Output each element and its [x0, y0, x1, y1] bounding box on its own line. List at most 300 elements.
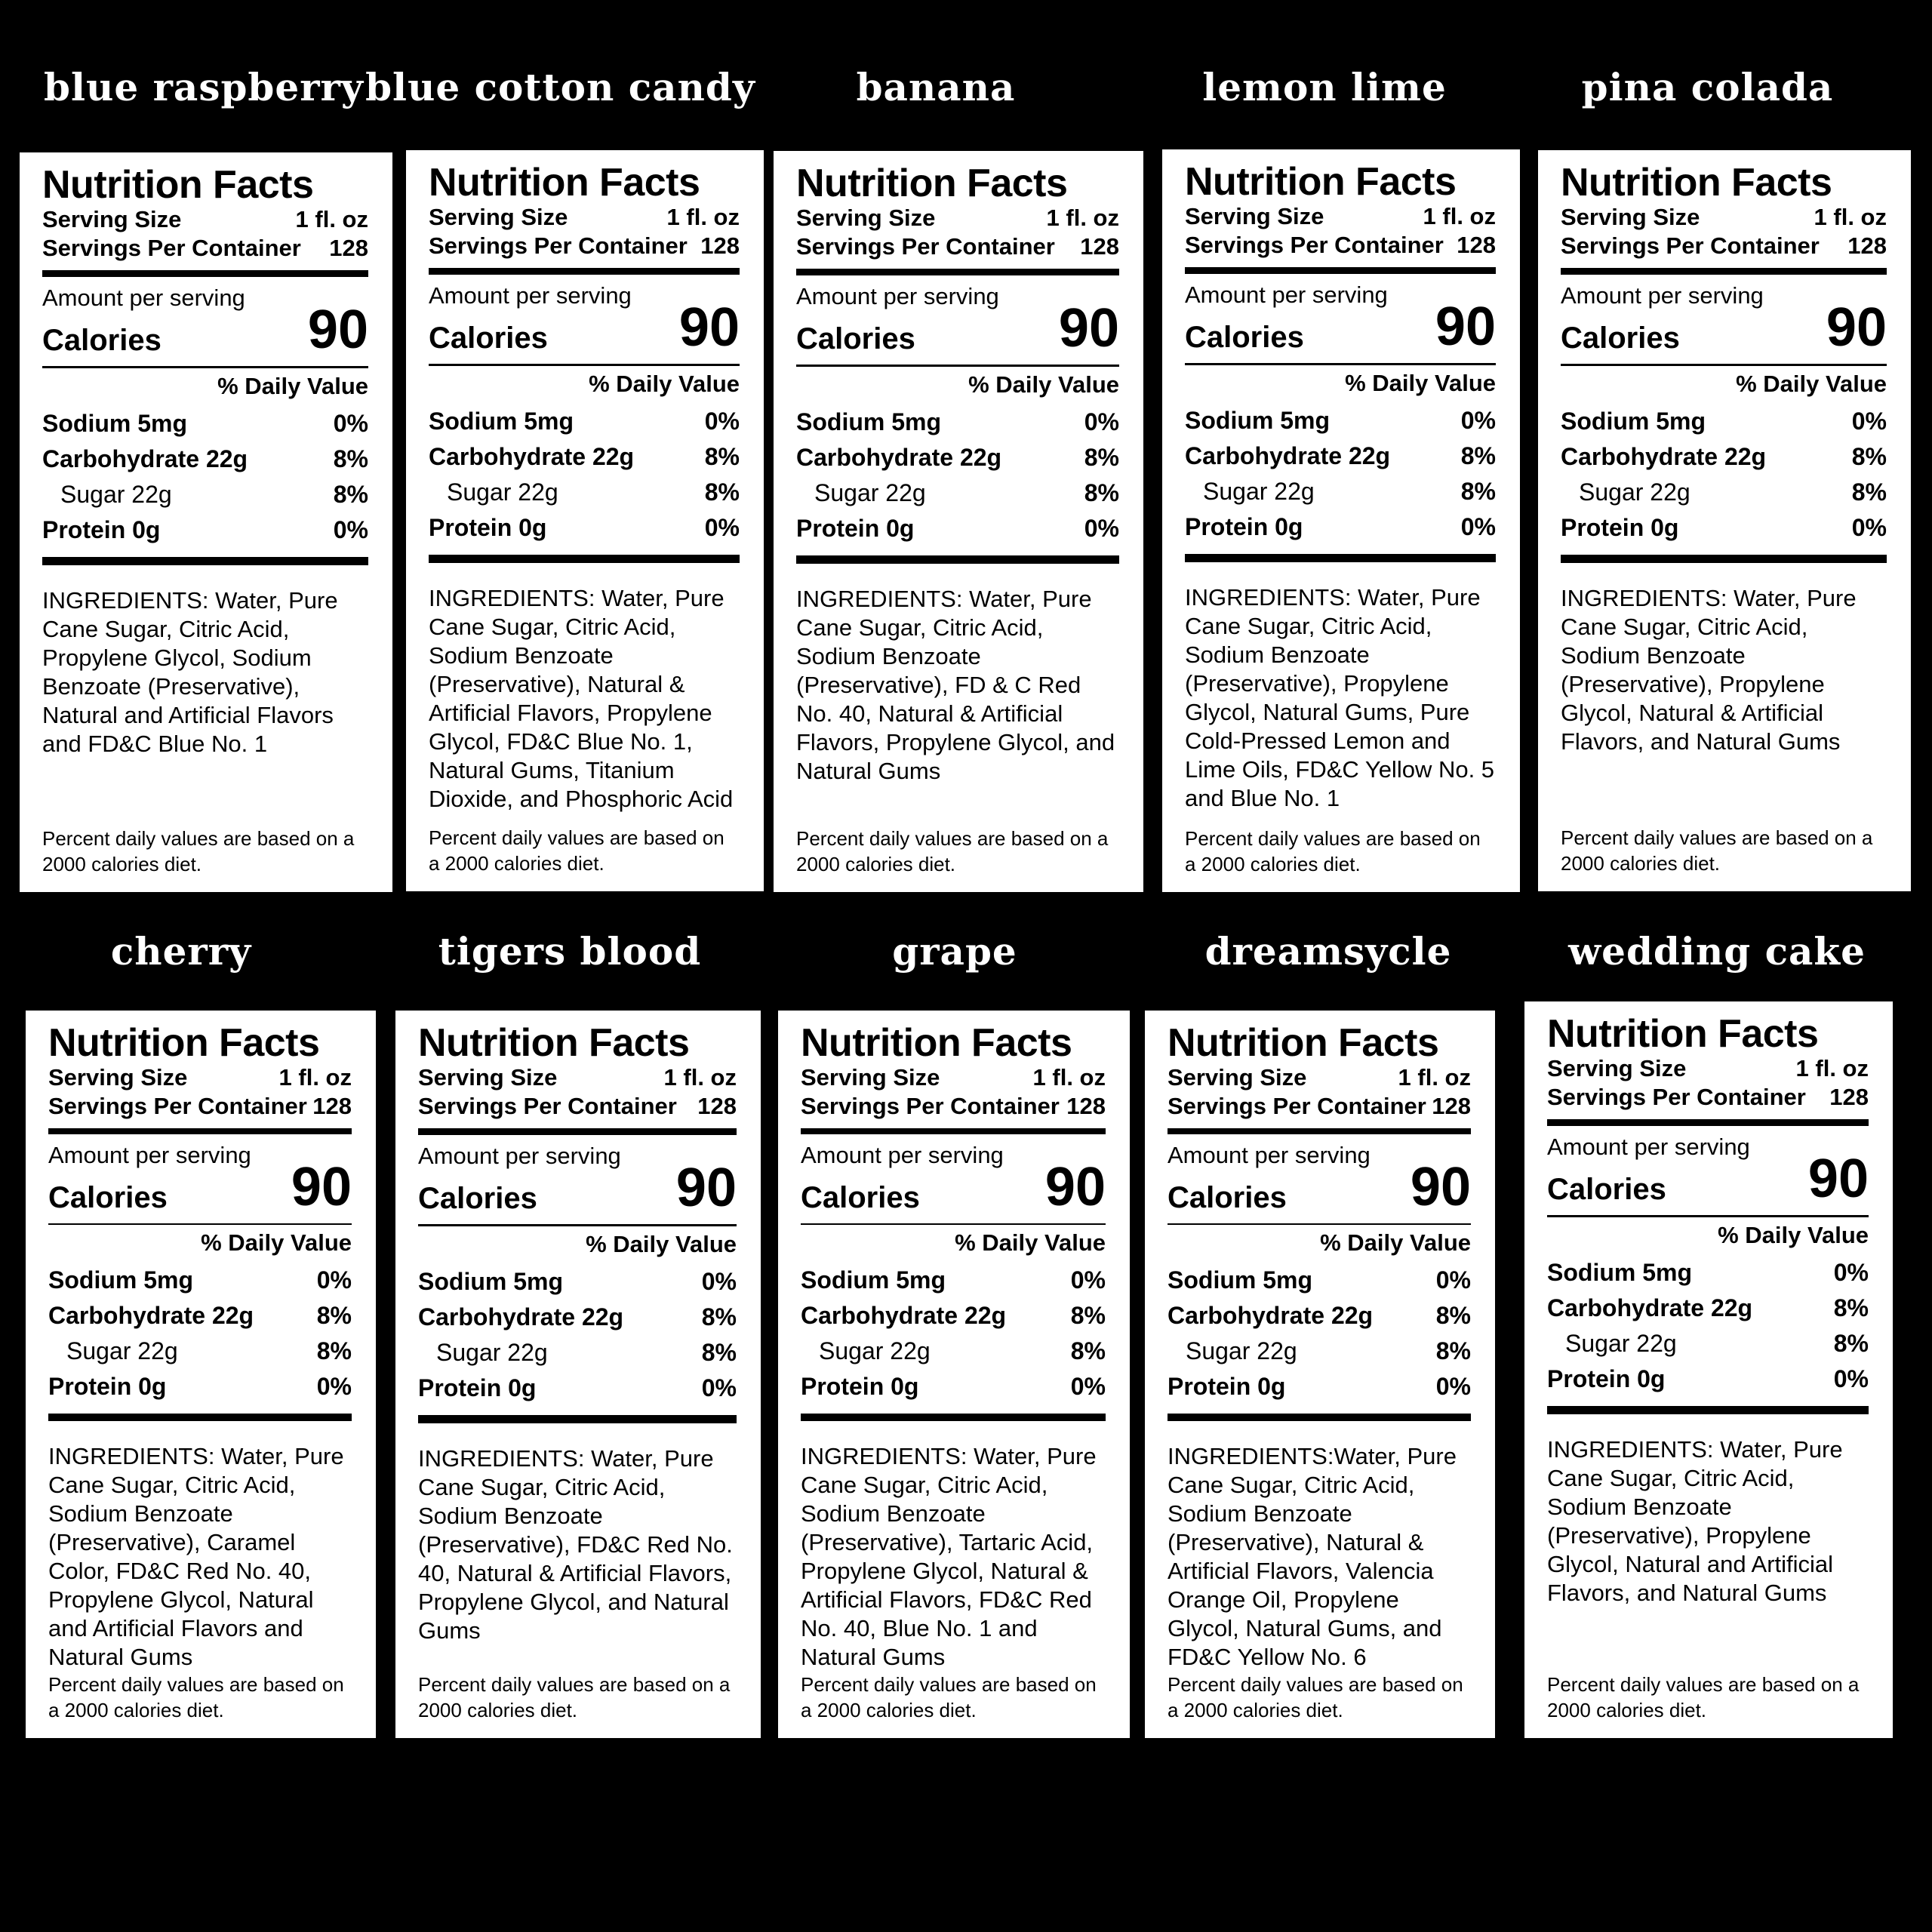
nutrient-percent: 8%: [1833, 1330, 1869, 1357]
servings-per-container-value: 128: [700, 232, 740, 259]
nutrient-name: Sugar 22g: [60, 481, 172, 508]
ingredients-text: INGREDIENTS:Water, Pure Cane Sugar, Citric Acid, Sodium Benzoate (Preservative), Natural & Artificial Flavors, Valencia Orange Oil, Propylene Glycol, Natural Gums, and FD&C Yellow No. 6: [1168, 1443, 1457, 1670]
nutrient-name: Protein 0g: [429, 514, 547, 541]
nutrient-percent: 0%: [1460, 513, 1496, 540]
nutrient-row-carbohydrate: [1561, 439, 1887, 475]
serving-size-label: Serving Size: [1561, 204, 1700, 230]
nutrient-row-sugar: [1168, 1334, 1471, 1369]
nutrient-percent: 8%: [316, 1337, 352, 1365]
flavor-name: wedding cake: [1568, 928, 1866, 974]
nutrient-row-carbohydrate: [1547, 1291, 1869, 1326]
servings-per-container-row: [1561, 232, 1887, 260]
calories-value: 90: [1435, 297, 1496, 357]
daily-values-footnote: Percent daily values are based on a 2000 calories diet.: [796, 827, 1109, 875]
amount-per-serving: Amount per serving: [1547, 1134, 1750, 1160]
nutrient-name: Protein 0g: [418, 1374, 537, 1401]
nutrient-name: Carbohydrate 22g: [1561, 443, 1767, 470]
serving-size-label: Serving Size: [1185, 203, 1324, 229]
serving-size-value: 1 fl. oz: [1795, 1055, 1869, 1081]
flavor-name: lemon lime: [1202, 64, 1447, 109]
divider-bottom: [418, 1415, 737, 1423]
divider-thick: [1168, 1128, 1471, 1134]
servings-per-container-value: 128: [312, 1093, 352, 1119]
nutrient-percent: 0%: [1833, 1259, 1869, 1286]
nutrient-name: Sodium 5mg: [796, 408, 942, 435]
nutrient-name: Sugar 22g: [447, 478, 558, 506]
nutrient-row-sodium: [801, 1263, 1106, 1298]
daily-value-header: % Daily Value: [1345, 370, 1496, 396]
calories-value: 90: [291, 1156, 352, 1217]
flavor-name: tigers blood: [438, 928, 702, 974]
nutrient-row-protein: [1168, 1369, 1471, 1404]
calories-row: [429, 297, 740, 358]
servings-per-container-row: [801, 1092, 1106, 1121]
serving-size-value: 1 fl. oz: [295, 206, 368, 232]
nutrient-name: Sodium 5mg: [801, 1266, 946, 1294]
nutrition-label: [395, 1011, 761, 1738]
nutrient-row-carbohydrate: [418, 1300, 737, 1335]
calories-value: 90: [675, 1158, 737, 1218]
nutrient-name: Sodium 5mg: [42, 410, 188, 437]
servings-per-container-value: 128: [329, 235, 368, 261]
servings-per-container-row: [1185, 231, 1496, 260]
flavor-panel: [1547, 921, 1887, 981]
nutrient-name: Sodium 5mg: [1168, 1266, 1313, 1294]
servings-per-container-row: [429, 232, 740, 260]
nutrient-row-protein: [42, 512, 368, 548]
calories-row: [1168, 1156, 1471, 1217]
nutrient-percent: 8%: [1460, 478, 1496, 505]
ingredients-text: INGREDIENTS: Water, Pure Cane Sugar, Citric Acid, Sodium Benzoate (Preservative), Propylene Glycol, Natural Gums, Pure Cold-Pressed Lemon and Lime Oils, FD&C Yellow No. 5 and Blue No. 1: [1185, 584, 1495, 811]
nutrient-name: Sugar 22g: [819, 1337, 931, 1365]
servings-per-container-label: Servings Per Container: [796, 233, 1055, 260]
serving-size-value: 1 fl. oz: [1032, 1064, 1106, 1091]
flavor-name: blue cotton candy: [365, 64, 755, 109]
calories-label: Calories: [418, 1182, 537, 1215]
nutrient-percent: 0%: [1833, 1365, 1869, 1392]
ingredients-text: INGREDIENTS: Water, Pure Cane Sugar, Citric Acid, Sodium Benzoate (Preservative), Caramel Color, FD&C Red No. 40, Propylene Glycol, Natural and Artificial Flavors and Natural Gums: [48, 1443, 344, 1670]
nutrition-facts-title: Nutrition Facts: [42, 163, 314, 207]
divider-bottom: [42, 557, 368, 565]
daily-value-header: % Daily Value: [586, 1231, 737, 1257]
daily-value-header: % Daily Value: [217, 373, 368, 399]
divider-thick: [1561, 268, 1887, 275]
serving-size-value: 1 fl. oz: [1046, 205, 1119, 231]
nutrient-name: Protein 0g: [42, 516, 161, 543]
calories-row: [42, 300, 368, 360]
nutrient-percent: 0%: [1070, 1373, 1106, 1401]
servings-per-container-label: Servings Per Container: [1547, 1084, 1806, 1110]
amount-per-serving: Amount per serving: [801, 1141, 1004, 1168]
flavor-panel: [762, 57, 1109, 117]
nutrient-percent: 8%: [704, 443, 740, 470]
serving-size-row: [1547, 1054, 1869, 1083]
serving-size-row: [801, 1063, 1106, 1092]
servings-per-container-label: Servings Per Container: [1561, 232, 1820, 259]
divider-thin: [1168, 1223, 1471, 1226]
daily-values-footnote: Percent daily values are based on a 2000 calories diet.: [42, 827, 355, 875]
nutrient-percent: 8%: [1084, 444, 1119, 471]
servings-per-container-label: Servings Per Container: [801, 1093, 1060, 1119]
nutrition-facts-title: Nutrition Facts: [429, 161, 700, 205]
divider-thin: [418, 1224, 737, 1226]
nutrition-facts-title: Nutrition Facts: [1185, 160, 1457, 204]
nutrient-percent: 0%: [1435, 1266, 1471, 1294]
divider-thin: [48, 1223, 352, 1226]
nutrient-row-sodium: [48, 1263, 352, 1298]
divider-bottom: [429, 555, 740, 563]
nutrient-percent: 8%: [1851, 478, 1887, 506]
serving-size-row: [42, 205, 368, 234]
nutrient-percent: 0%: [701, 1374, 737, 1401]
ingredients-text: INGREDIENTS: Water, Pure Cane Sugar, Citric Acid, Sodium Benzoate (Preservative), FD & C Red No. 40, Natural & Artificial Flavors, Propylene Glycol, and Natural Gums: [796, 586, 1115, 784]
amount-per-serving: Amount per serving: [1561, 282, 1764, 309]
nutrient-percent: 8%: [1460, 442, 1496, 469]
nutrient-row-sugar: [418, 1335, 737, 1371]
nutrient-row-sugar: [1547, 1326, 1869, 1361]
nutrient-row-sodium: [1561, 404, 1887, 439]
nutrient-percent: 8%: [1435, 1302, 1471, 1330]
flavor-panel: [60, 921, 302, 981]
serving-size-value: 1 fl. oz: [278, 1064, 352, 1091]
nutrient-percent: 8%: [1851, 443, 1887, 470]
nutrient-name: Protein 0g: [48, 1373, 167, 1401]
nutrient-percent: 0%: [704, 408, 740, 435]
nutrient-percent: 0%: [333, 516, 368, 543]
calories-row: [1547, 1149, 1869, 1209]
amount-per-serving: Amount per serving: [796, 283, 999, 309]
servings-per-container-label: Servings Per Container: [42, 235, 301, 261]
servings-per-container-value: 128: [1066, 1093, 1106, 1119]
nutrient-percent: 8%: [701, 1339, 737, 1366]
nutrient-row-sugar: [48, 1334, 352, 1369]
calories-label: Calories: [1561, 321, 1680, 355]
servings-per-container-row: [1547, 1083, 1869, 1112]
nutrient-name: Sugar 22g: [66, 1337, 178, 1365]
flavor-panel: [15, 57, 392, 117]
daily-values-footnote: Percent daily values are based on a 2000 calories diet.: [418, 1673, 731, 1721]
flavor-name: cherry: [110, 928, 252, 974]
serving-size-label: Serving Size: [42, 206, 182, 232]
calories-label: Calories: [801, 1180, 920, 1214]
daily-values-footnote: Percent daily values are based on a 2000 calories diet.: [1547, 1673, 1860, 1721]
nutrient-row-sodium: [418, 1264, 737, 1300]
nutrient-row-carbohydrate: [1185, 438, 1496, 474]
nutrient-name: Sodium 5mg: [48, 1266, 194, 1294]
nutrient-name: Carbohydrate 22g: [1185, 442, 1391, 469]
nutrient-name: Protein 0g: [1168, 1373, 1286, 1401]
servings-per-container-value: 128: [1829, 1084, 1869, 1110]
divider-thick: [1547, 1119, 1869, 1126]
serving-size-label: Serving Size: [801, 1064, 940, 1091]
divider-thin: [1185, 363, 1496, 365]
calories-value: 90: [1044, 1156, 1106, 1217]
nutrient-percent: 8%: [1070, 1302, 1106, 1330]
flavor-name: blue raspberry: [44, 64, 364, 109]
divider-thick: [796, 269, 1119, 275]
nutrient-percent: 8%: [701, 1303, 737, 1331]
nutrient-percent: 8%: [1435, 1337, 1471, 1365]
nutrient-percent: 0%: [1070, 1266, 1106, 1294]
nutrient-row-sugar: [42, 477, 368, 512]
daily-value-header: % Daily Value: [1718, 1222, 1869, 1248]
nutrition-facts-title: Nutrition Facts: [1168, 1021, 1439, 1065]
calories-label: Calories: [1547, 1173, 1666, 1206]
serving-size-label: Serving Size: [429, 204, 568, 230]
servings-per-container-label: Servings Per Container: [418, 1093, 677, 1119]
serving-size-label: Serving Size: [418, 1064, 558, 1091]
nutrition-label: [774, 151, 1143, 892]
servings-per-container-value: 128: [1432, 1093, 1471, 1119]
calories-row: [801, 1156, 1106, 1217]
servings-per-container-value: 128: [697, 1093, 737, 1119]
servings-per-container-label: Servings Per Container: [429, 232, 688, 259]
divider-bottom: [1168, 1414, 1471, 1421]
divider-thick: [429, 268, 740, 275]
divider-thick: [42, 270, 368, 277]
serving-size-label: Serving Size: [1547, 1055, 1687, 1081]
nutrient-percent: 0%: [316, 1266, 352, 1294]
nutrient-percent: 0%: [1460, 407, 1496, 434]
calories-label: Calories: [1185, 321, 1304, 354]
serving-size-row: [1561, 203, 1887, 232]
daily-value-header: % Daily Value: [1320, 1229, 1471, 1257]
ingredients-text: INGREDIENTS: Water, Pure Cane Sugar, Citric Acid, Sodium Benzoate (Preservative), Tartaric Acid, Propylene Glycol, Natural & Artificial Flavors, FD&C Red No. 40, Blue No. 1 and Natural Gums: [801, 1443, 1097, 1670]
calories-label: Calories: [1168, 1180, 1287, 1214]
flavor-panel: [408, 921, 732, 981]
serving-size-value: 1 fl. oz: [663, 1064, 737, 1091]
nutrition-label: [406, 150, 764, 891]
nutrient-percent: 8%: [704, 478, 740, 506]
nutrient-name: Sugar 22g: [1565, 1330, 1677, 1357]
nutrient-row-sugar: [1185, 474, 1496, 509]
nutrient-name: Sodium 5mg: [429, 408, 574, 435]
nutrition-facts-title: Nutrition Facts: [796, 162, 1068, 205]
divider-thin: [42, 366, 368, 368]
divider-thick: [801, 1128, 1106, 1134]
nutrient-name: Sugar 22g: [814, 479, 926, 506]
serving-size-label: Serving Size: [796, 205, 936, 231]
serving-size-value: 1 fl. oz: [1398, 1064, 1471, 1091]
servings-per-container-label: Servings Per Container: [48, 1093, 307, 1119]
flavor-name: dreamsycle: [1204, 928, 1452, 974]
nutrient-name: Sugar 22g: [1579, 478, 1690, 506]
nutrient-row-carbohydrate: [796, 440, 1119, 475]
nutrient-row-sodium: [429, 404, 740, 439]
divider-thick: [1185, 267, 1496, 274]
servings-per-container-row: [42, 234, 368, 263]
divider-thin: [1547, 1215, 1869, 1217]
nutrient-name: Carbohydrate 22g: [48, 1302, 254, 1330]
nutrient-name: Protein 0g: [801, 1373, 919, 1401]
divider-bottom: [1561, 555, 1887, 563]
nutrient-name: Protein 0g: [1185, 513, 1303, 540]
nutrition-facts-title: Nutrition Facts: [1547, 1012, 1819, 1056]
nutrient-percent: 8%: [1070, 1337, 1106, 1365]
nutrient-name: Sugar 22g: [436, 1339, 548, 1366]
nutrient-name: Protein 0g: [1561, 514, 1679, 541]
servings-per-container-label: Servings Per Container: [1185, 232, 1444, 258]
daily-values-footnote: Percent daily values are based on a 2000 calories diet.: [1561, 826, 1873, 875]
flavor-panel: [830, 921, 1079, 981]
nutrient-row-sodium: [42, 406, 368, 441]
calories-value: 90: [1410, 1156, 1471, 1217]
nutrient-name: Carbohydrate 22g: [1547, 1294, 1753, 1321]
serving-size-row: [1168, 1063, 1471, 1092]
serving-size-value: 1 fl. oz: [666, 204, 740, 230]
nutrition-label: [1145, 1011, 1495, 1738]
flavor-name: pina colada: [1581, 64, 1834, 109]
daily-value-header: % Daily Value: [201, 1229, 352, 1257]
daily-values-footnote: Percent daily values are based on a 2000 calories diet.: [429, 826, 724, 875]
nutrient-name: Sodium 5mg: [1561, 408, 1706, 435]
nutrient-percent: 8%: [1084, 479, 1119, 506]
serving-size-label: Serving Size: [48, 1064, 188, 1091]
calories-label: Calories: [429, 321, 548, 355]
servings-per-container-value: 128: [1457, 232, 1496, 258]
servings-per-container-value: 128: [1080, 233, 1119, 260]
servings-per-container-row: [796, 232, 1119, 261]
amount-per-serving: Amount per serving: [418, 1143, 621, 1169]
nutrient-row-protein: [418, 1371, 737, 1406]
nutrient-percent: 8%: [316, 1302, 352, 1330]
nutrient-row-carbohydrate: [1168, 1298, 1471, 1334]
divider-bottom: [801, 1414, 1106, 1421]
nutrient-row-sugar: [796, 475, 1119, 511]
nutrient-row-carbohydrate: [42, 441, 368, 477]
flavor-name: banana: [856, 64, 1016, 109]
daily-value-header: % Daily Value: [589, 371, 740, 397]
daily-values-footnote: Percent daily values are based on a 2000 calories diet.: [1168, 1673, 1463, 1721]
divider-thin: [429, 364, 740, 366]
serving-size-label: Serving Size: [1168, 1064, 1307, 1091]
serving-size-row: [429, 203, 740, 232]
divider-thick: [48, 1128, 352, 1134]
divider-thick: [418, 1128, 737, 1135]
calories-value: 90: [307, 300, 368, 360]
nutrient-name: Protein 0g: [796, 515, 915, 542]
divider-thin: [801, 1223, 1106, 1226]
nutrient-row-protein: [796, 511, 1119, 546]
nutrient-row-sodium: [1547, 1255, 1869, 1291]
flavor-panel: [1536, 57, 1879, 117]
nutrient-percent: 0%: [316, 1373, 352, 1401]
nutrient-name: Carbohydrate 22g: [418, 1303, 624, 1331]
calories-label: Calories: [796, 322, 915, 355]
nutrient-name: Sodium 5mg: [418, 1268, 564, 1295]
ingredients-text: INGREDIENTS: Water, Pure Cane Sugar, Citric Acid, Sodium Benzoate (Preservative), FD&C Red No. 40, Natural & Artificial Flavors, Propylene Glycol, and Natural Gums: [418, 1445, 733, 1644]
nutrient-percent: 0%: [1851, 514, 1887, 541]
serving-size-row: [1185, 202, 1496, 231]
nutrient-name: Sodium 5mg: [1547, 1259, 1693, 1286]
nutrient-name: Protein 0g: [1547, 1365, 1666, 1392]
calories-row: [796, 298, 1119, 358]
nutrition-facts-title: Nutrition Facts: [1561, 161, 1832, 205]
nutrient-percent: 8%: [333, 481, 368, 508]
ingredients-text: INGREDIENTS: Water, Pure Cane Sugar, Citric Acid, Sodium Benzoate (Preservative), Propylene Glycol, Natural & Artificial Flavors, and Natural Gums: [1561, 585, 1857, 755]
amount-per-serving: Amount per serving: [1185, 281, 1388, 308]
nutrient-row-protein: [48, 1369, 352, 1404]
nutrient-percent: 0%: [333, 410, 368, 437]
nutrient-percent: 8%: [333, 445, 368, 472]
nutrient-row-protein: [1547, 1361, 1869, 1397]
nutrient-name: Carbohydrate 22g: [1168, 1302, 1374, 1330]
calories-row: [1561, 297, 1887, 358]
serving-size-row: [796, 204, 1119, 232]
nutrient-percent: 0%: [1084, 408, 1119, 435]
daily-value-header: % Daily Value: [955, 1229, 1106, 1257]
calories-label: Calories: [48, 1180, 168, 1214]
nutrient-row-protein: [1185, 509, 1496, 545]
calories-row: [48, 1156, 352, 1217]
nutrient-name: Sugar 22g: [1203, 478, 1315, 505]
nutrient-name: Carbohydrate 22g: [801, 1302, 1007, 1330]
nutrient-row-protein: [801, 1369, 1106, 1404]
flavor-panel: [365, 57, 755, 117]
daily-values-footnote: Percent daily values are based on a 2000 calories diet.: [48, 1673, 344, 1721]
serving-size-row: [418, 1063, 737, 1092]
nutrient-name: Carbohydrate 22g: [796, 444, 1002, 471]
daily-value-header: % Daily Value: [968, 371, 1119, 398]
nutrition-label: [20, 152, 392, 892]
nutrient-percent: 8%: [1833, 1294, 1869, 1321]
nutrient-row-carbohydrate: [429, 439, 740, 475]
nutrient-row-sugar: [1561, 475, 1887, 510]
serving-size-row: [48, 1063, 352, 1092]
amount-per-serving: Amount per serving: [1168, 1141, 1371, 1168]
calories-value: 90: [1807, 1149, 1869, 1209]
flavor-panel: [1166, 921, 1491, 981]
servings-per-container-label: Servings Per Container: [1168, 1093, 1426, 1119]
nutrient-name: Carbohydrate 22g: [429, 443, 635, 470]
nutrition-facts-title: Nutrition Facts: [418, 1021, 690, 1065]
nutrition-label: [1524, 1001, 1893, 1738]
divider-bottom: [48, 1414, 352, 1421]
daily-values-footnote: Percent daily values are based on a 2000 calories diet.: [1185, 827, 1481, 875]
ingredients-text: INGREDIENTS: Water, Pure Cane Sugar, Citric Acid, Sodium Benzoate (Preservative), Propylene Glycol, Natural and Artificial Flavors, and Natural Gums: [1547, 1436, 1843, 1606]
amount-per-serving: Amount per serving: [48, 1141, 251, 1168]
flavor-name: grape: [892, 928, 1017, 974]
nutrient-percent: 0%: [701, 1268, 737, 1295]
nutrient-row-protein: [429, 510, 740, 546]
calories-row: [418, 1158, 737, 1218]
nutrient-percent: 0%: [704, 514, 740, 541]
nutrient-name: Sugar 22g: [1186, 1337, 1297, 1365]
servings-per-container-row: [1168, 1092, 1471, 1121]
nutrient-percent: 0%: [1435, 1373, 1471, 1401]
divider-bottom: [1547, 1406, 1869, 1414]
nutrient-row-sugar: [801, 1334, 1106, 1369]
nutrition-label: [778, 1011, 1130, 1738]
nutrient-name: Carbohydrate 22g: [42, 445, 248, 472]
amount-per-serving: Amount per serving: [42, 285, 245, 311]
divider-bottom: [796, 555, 1119, 564]
divider-thin: [1561, 364, 1887, 366]
nutrition-label: [26, 1011, 376, 1738]
calories-label: Calories: [42, 324, 162, 357]
serving-size-value: 1 fl. oz: [1423, 203, 1496, 229]
ingredients-text: INGREDIENTS: Water, Pure Cane Sugar, Citric Acid, Propylene Glycol, Sodium Benzoate (Preservative), Natural and Artificial Flavors and FD&C Blue No. 1: [42, 587, 338, 757]
nutrient-row-carbohydrate: [48, 1298, 352, 1334]
calories-value: 90: [1826, 297, 1887, 358]
serving-size-value: 1 fl. oz: [1814, 204, 1887, 230]
divider-thin: [796, 365, 1119, 367]
nutrient-row-sugar: [429, 475, 740, 510]
divider-bottom: [1185, 554, 1496, 562]
daily-value-header: % Daily Value: [1736, 371, 1887, 397]
flavor-panel: [1155, 57, 1494, 117]
amount-per-serving: Amount per serving: [429, 282, 632, 309]
